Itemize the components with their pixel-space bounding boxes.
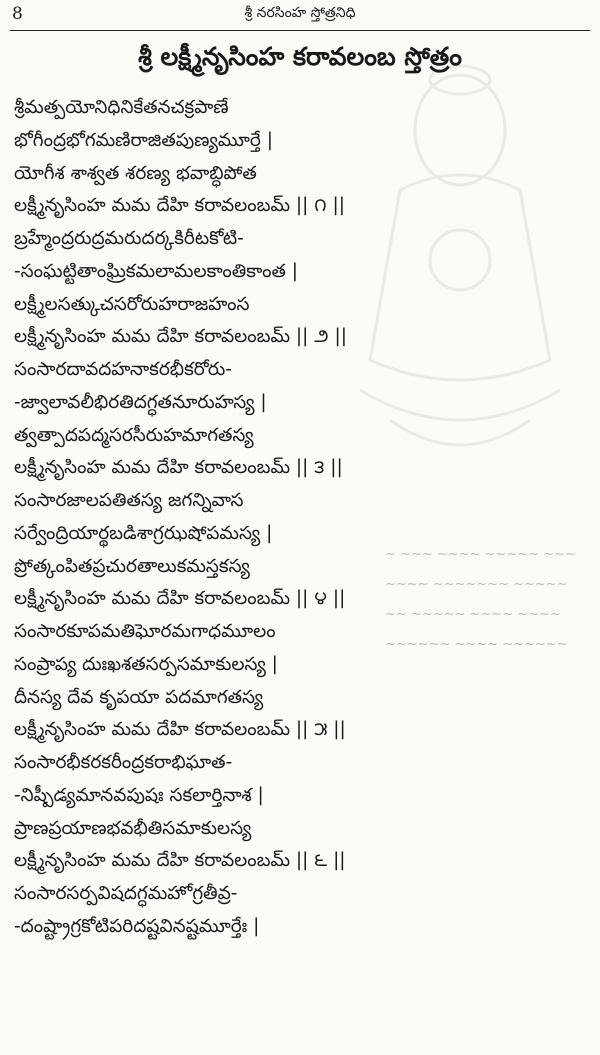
verse-line: లక్ష్మీనృసింహ మమ దేహి కరావలంబమ్ || ౩ || — [14, 457, 343, 479]
verse-line: -నిష్పీడ్యమానవపుషః సకలార్తినాశ | — [14, 784, 264, 806]
verse-line: -దంష్ట్రాగ్రకోటిపరిదష్టవినష్టమూర్తేః | — [14, 915, 260, 937]
verse-line: ప్రోత్కంపితప్రచురతాలుకమస్తకస్య — [14, 555, 250, 577]
verse-line: ప్రాణప్రయాణభవభీతిసమాకులస్య — [14, 817, 252, 839]
verse-line: సంసారసర్పవిషదగ్ధమహోగ్రతీవ్ర- — [14, 883, 238, 904]
verse-line: లక్ష్మీనృసింహ మమ దేహి కరావలంబమ్ || ౫ || — [14, 719, 346, 741]
verse-line: లక్ష్మీనృసింహ మమ దేహి కరావలంబమ్ || ౪ || — [14, 588, 346, 610]
verse-text — [14, 92, 584, 944]
bleed-line: ~ ~~~ ~~~~ ~~~~~ ~~~ — [385, 547, 576, 562]
verse-line: దీనస్య దేవ కృపయా పదమాగతస్య — [14, 686, 264, 708]
verse-line: సంప్రాప్య దుఃఖశతసర్పసమాకులస్య | — [14, 653, 278, 675]
header-rule — [10, 30, 590, 31]
verse-line: త్వత్పాదపద్మసరసీరుహమాగతస్య — [14, 424, 254, 446]
bleed-line: ~~ ~~~~~ ~~~~ ~~~~ — [385, 607, 561, 622]
bleed-line: ~~~~ ~~~~~~~ ~~~~~ — [385, 577, 568, 592]
verse-line: లక్ష్మీనృసింహ మమ దేహి కరావలంబమ్ || ౨ || — [14, 326, 347, 348]
verse-line: భోగీంద్రభోగమణిరాజితపుణ్యమూర్తే | — [14, 129, 273, 151]
verse-line: లక్ష్మీనృసింహ మమ దేహి కరావలంబమ్ || ౧ || — [14, 195, 345, 217]
page-header — [0, 0, 600, 33]
verse-line: -సంఘట్టితాంఘ్రికమలామలకాంతికాంత | — [14, 260, 298, 282]
verse-line: లక్ష్మీలసత్కుచసరోరుహరాజహంస — [14, 293, 250, 315]
bleed-line: ~~~~~~ ~~~~ ~~~~~~ — [385, 637, 568, 652]
verse-line: సంసారదావదహనాకరభీకరోరు- — [14, 359, 232, 380]
verse-line: శ్రీమత్పయోనిధినికేతనచక్రపాణే — [14, 97, 229, 118]
verse-line: సంసారభీకరకరీంద్రకరాభిఘాత- — [14, 752, 233, 773]
verse-line: సంసారజాలపతితస్య జగన్నివాస — [14, 490, 244, 511]
verse-line: సంసారకూపమతిఘోరమగాధమూలం — [14, 621, 276, 642]
stotram-title: శ్రీ లక్ష్మీనృసింహ కరావలంబ స్తోత్రం — [138, 42, 462, 71]
verse-line: -జ్వాలావలీభిరతిదగ్ధతనూరుహస్య | — [14, 391, 267, 413]
verse-line: సర్వేంద్రియార్థబడిశాగ్రఝషోపమస్య | — [14, 522, 273, 544]
page-number: 8 — [12, 4, 23, 24]
running-title: శ్రీ నరసింహ స్తోత్రనిధి — [244, 5, 356, 21]
verse-line: లక్ష్మీనృసింహ మమ దేహి కరావలంబమ్ || ౬ || — [14, 850, 346, 872]
verse-line: బ్రహ్మేంద్రరుద్రమరుదర్కకిరీటకోటి- — [14, 228, 244, 249]
verse-line: యోగీశ శాశ్వత శరణ్య భవాబ్ధిపోత — [14, 162, 257, 184]
